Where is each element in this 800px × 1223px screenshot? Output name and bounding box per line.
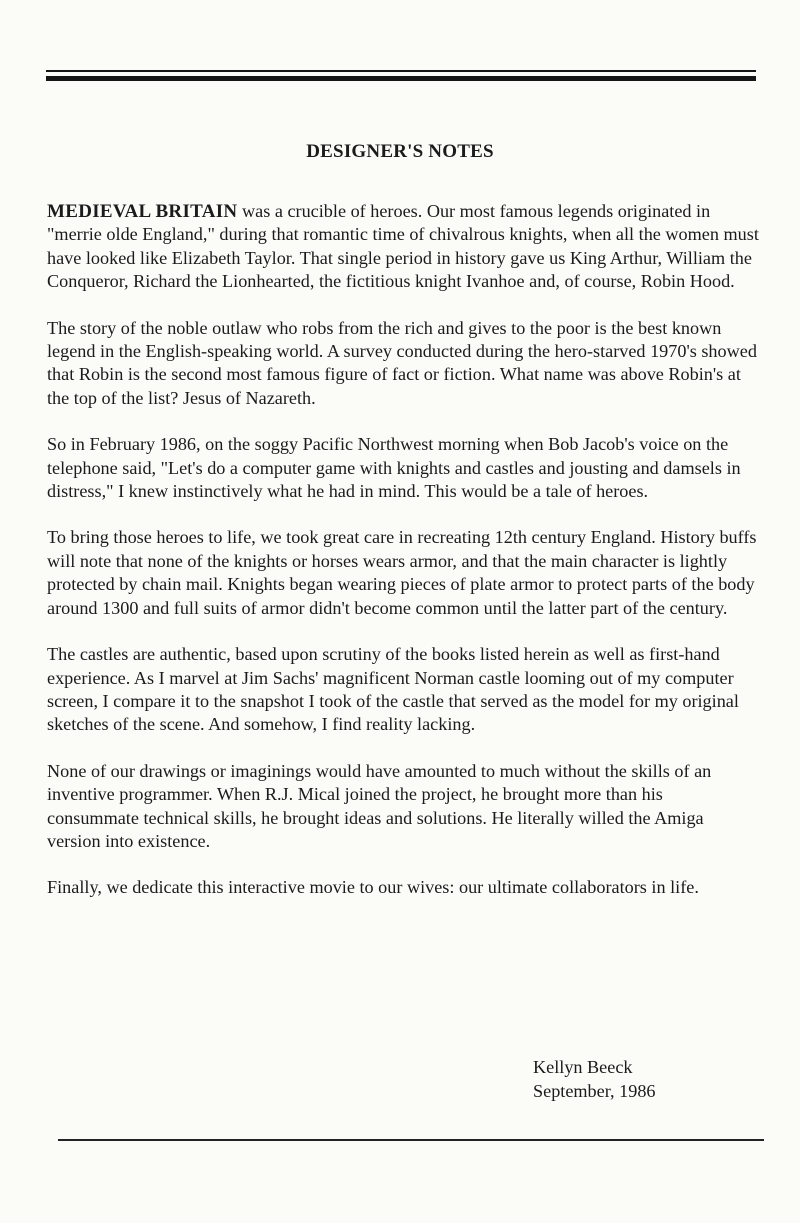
signature-date: September, 1986 (533, 1081, 656, 1101)
top-rule-thick (46, 76, 756, 81)
top-rule-thin (46, 70, 756, 72)
paragraph-4: To bring those heroes to life, we took great care in recreating 12th century England. History buffs will note that none of the knights or horses wears armor, and that the main character is lightly protected by chain mail. Knights began wearing pieces of plate armor to protect parts of the body around 1300 and full suits of armor didn't become common until the latter part of the century. (47, 527, 757, 618)
paragraph-1-text: was a crucible of heroes. Our most famous legends originated in "merrie olde England," during that romantic time of chivalrous knights, when all the women must have looked like Elizabeth Taylor. That single period in history gave us King Arthur, William the Conqueror, Richard the Lionhearted, the fictitious knight Ivanhoe and, of course, Robin Hood. (47, 201, 759, 292)
paragraph-2: The story of the noble outlaw who robs from the rich and gives to the poor is the best known legend in the English-speaking world. A survey conducted during the hero-starved 1970's showed that Robin is the second most famous figure of fact or fiction. What name was above Robin's at the top of the list? Jesus of Nazareth. (47, 317, 757, 408)
notes-body (47, 200, 759, 923)
bottom-rule (58, 1139, 764, 1141)
signature-name: Kellyn Beeck (533, 1057, 633, 1077)
paragraph-6: None of our drawings or imaginings would have amounted to much without the skills of an inventive programmer. When R.J. Mical joined the project, he brought more than his consummate technical skills, he brought ideas and solutions. He literally willed the Amiga version into existence. (47, 760, 712, 851)
paragraph-1 (47, 200, 759, 294)
paragraph-3: So in February 1986, on the soggy Pacific Northwest morning when Bob Jacob's voice on the telephone said, "Let's do a computer game with knights and castles and jousting and damsels in distress," I knew instinctively what he had in mind. This would be a tale of heroes. (47, 434, 741, 502)
page-title: DESIGNER'S NOTES (306, 141, 494, 162)
paragraph-7: Finally, we dedicate this interactive movie to our wives: our ultimate collaborators in life. (47, 877, 699, 898)
paragraph-5: The castles are authentic, based upon scrutiny of the books listed herein as well as first-hand experience. As I marvel at Jim Sachs' magnificent Norman castle looming out of my computer screen, I compare it to the snapshot I took of the castle that served as the model for my original sketches of the scene. And somehow, I find reality lacking. (47, 644, 739, 735)
paragraph-1-lead: MEDIEVAL BRITAIN (47, 201, 238, 222)
signature-block (533, 1055, 656, 1103)
